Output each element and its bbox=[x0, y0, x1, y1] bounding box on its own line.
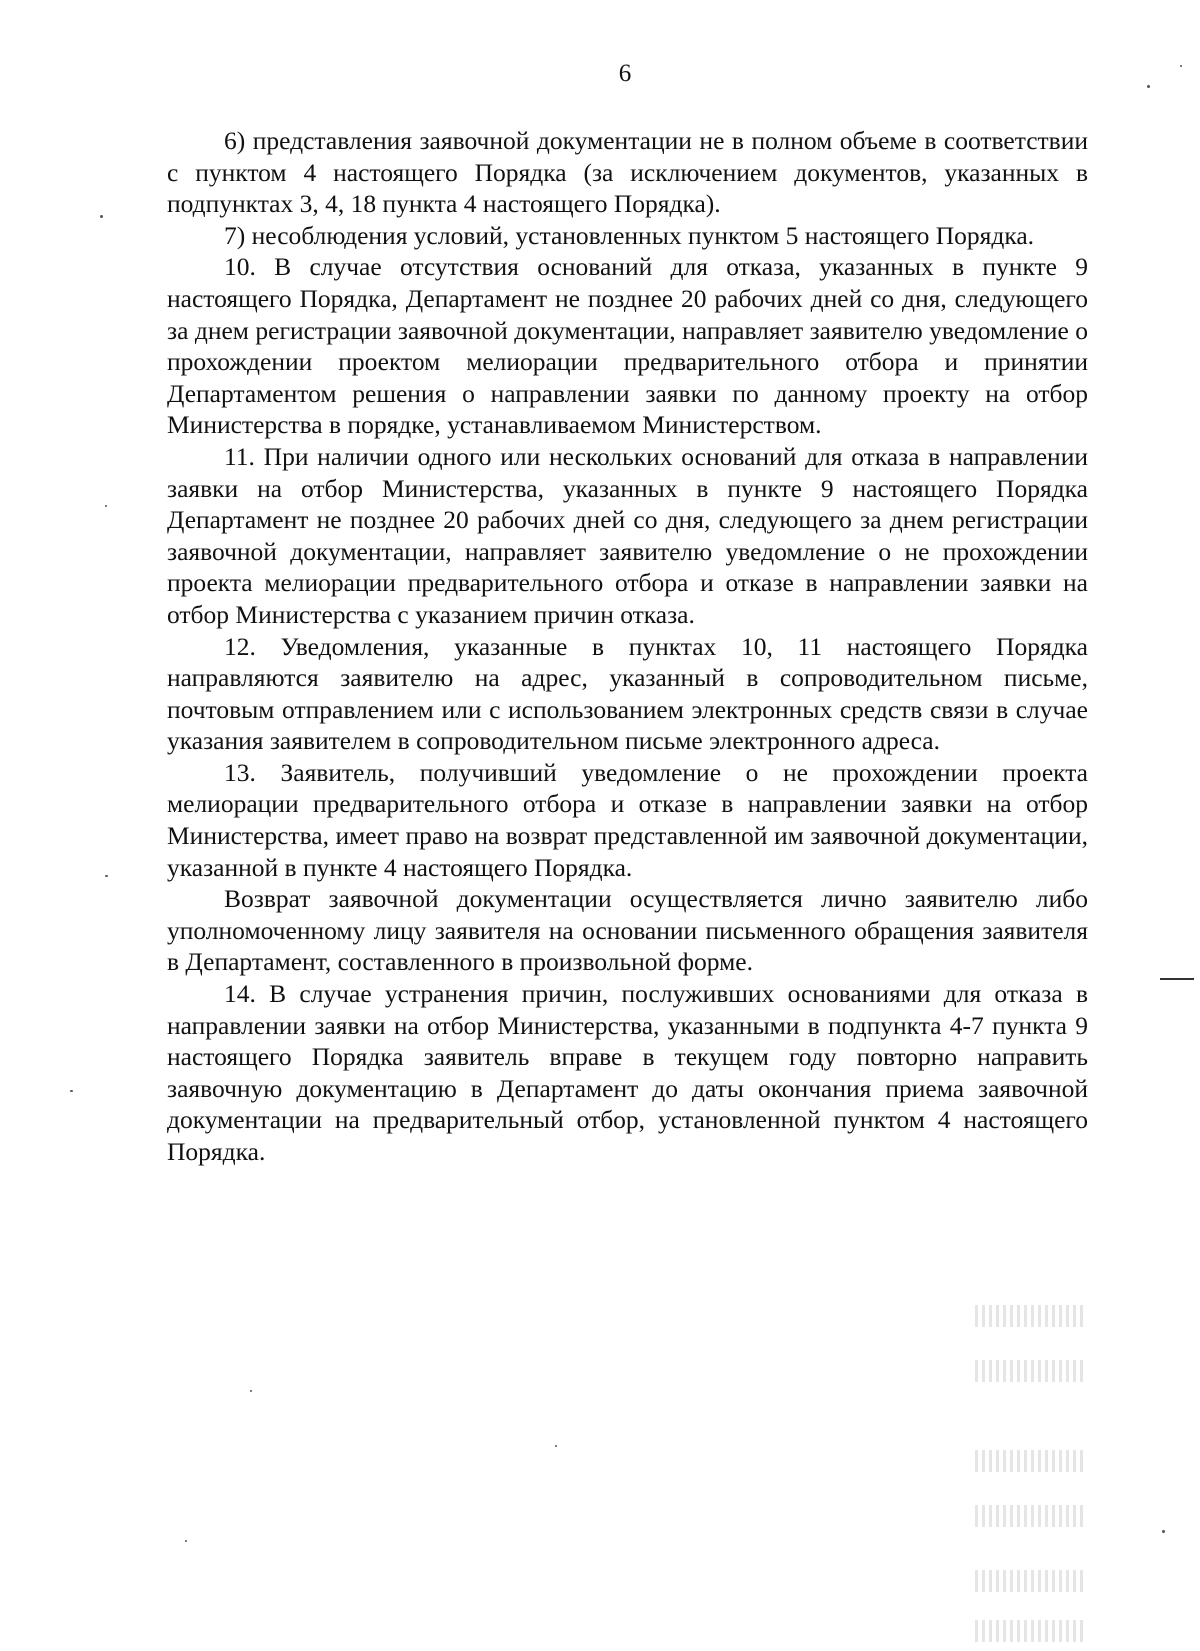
scan-speck bbox=[105, 505, 107, 507]
scan-speck bbox=[1147, 85, 1150, 88]
paragraph-clause-13: 13. Заявитель, получивший уведомление о не прохождении проекта мелиорации предварительного отбора и отказе в направлении заявки на отбор Министерства, имеет право на возврат представленной им заявочной документации, указанной в пункте 4 настоящего Порядка. bbox=[167, 757, 1088, 882]
bleed-through-mark bbox=[975, 1505, 1085, 1527]
paragraph-clause-10: 10. В случае отсутствия оснований для отказа, указанных в пункте 9 настоящего Порядка, Департамент не позднее 20 рабочих дней со дня, следующего за днем регистрации заявочной документации, направляет заявителю уведомление о прохождении проектом мелиорации предварительного отбора и принятии Департаментом решения о направлении заявки по данному проекту на отбор Министерства в порядке, устанавливаемом Министерством. bbox=[167, 252, 1088, 440]
scan-speck bbox=[1162, 1530, 1165, 1533]
paragraph-clause-12: 12. Уведомления, указанные в пунктах 10, 11 настоящего Порядка направляются заявителю на адрес, указанный в сопроводительном письме, почтовым отправлением или с использованием электронных средств связи в случае указания заявителем в сопроводительном письме электронного адреса. bbox=[167, 631, 1088, 756]
paragraph-item-6: 6) представления заявочной документации не в полном объеме в соответствии с пунктом 4 настоящего Порядка (за исключением документов, указанных в подпунктах 3, 4, 18 пункта 4 настоящего Порядка). bbox=[167, 126, 1088, 219]
scan-speck bbox=[1180, 65, 1182, 67]
paragraph-return-procedure: Возврат заявочной документации осуществляется лично заявителю либо уполномоченному лицу заявителя на основании письменного обращения заявителя в Департамент, составленного в произвольной форме. bbox=[167, 884, 1088, 977]
scan-speck bbox=[70, 1090, 73, 1092]
scan-speck bbox=[250, 1390, 252, 1392]
bleed-through-mark bbox=[975, 1360, 1085, 1382]
bleed-through-mark bbox=[975, 1305, 1085, 1327]
paragraph-clause-14: 14. В случае устранения причин, послуживших основаниями для отказа в направлении заявки на отбор Министерства, указанными в подпункта 4-7 пункта 9 настоящего Порядка заявитель вправе в текущем году повторно направить заявочную документацию в Департамент до даты окончания приема заявочной документации на предварительный отбор, установленной пунктом 4 настоящего Порядка. bbox=[167, 979, 1088, 1166]
scan-speck bbox=[100, 215, 103, 218]
bleed-through-mark bbox=[975, 1450, 1085, 1472]
bleed-through-mark bbox=[975, 1620, 1085, 1642]
scan-speck bbox=[185, 1540, 187, 1542]
paragraph-clause-11: 11. При наличии одного или нескольких оснований для отказа в направлении заявки на отбор Министерства, указанных в пункте 9 настоящего Порядка Департамент не позднее 20 рабочих дней со дня, следующего за днем регистрации заявочной документации, направляет заявителю уведомление о не прохождении проекта мелиорации предварительного отбора и отказе в направлении заявки на отбор Министерства с указанием причин отказа. bbox=[167, 441, 1088, 629]
scan-speck bbox=[105, 875, 108, 877]
document-body bbox=[167, 125, 1088, 1168]
bleed-through-mark bbox=[975, 1570, 1085, 1592]
page-number: 6 bbox=[618, 60, 632, 87]
scan-edge-mark bbox=[1160, 978, 1194, 980]
scan-speck bbox=[555, 1445, 557, 1447]
paragraph-item-7: 7) несоблюдения условий, установленных пунктом 5 настоящего Порядка. bbox=[224, 220, 1035, 250]
